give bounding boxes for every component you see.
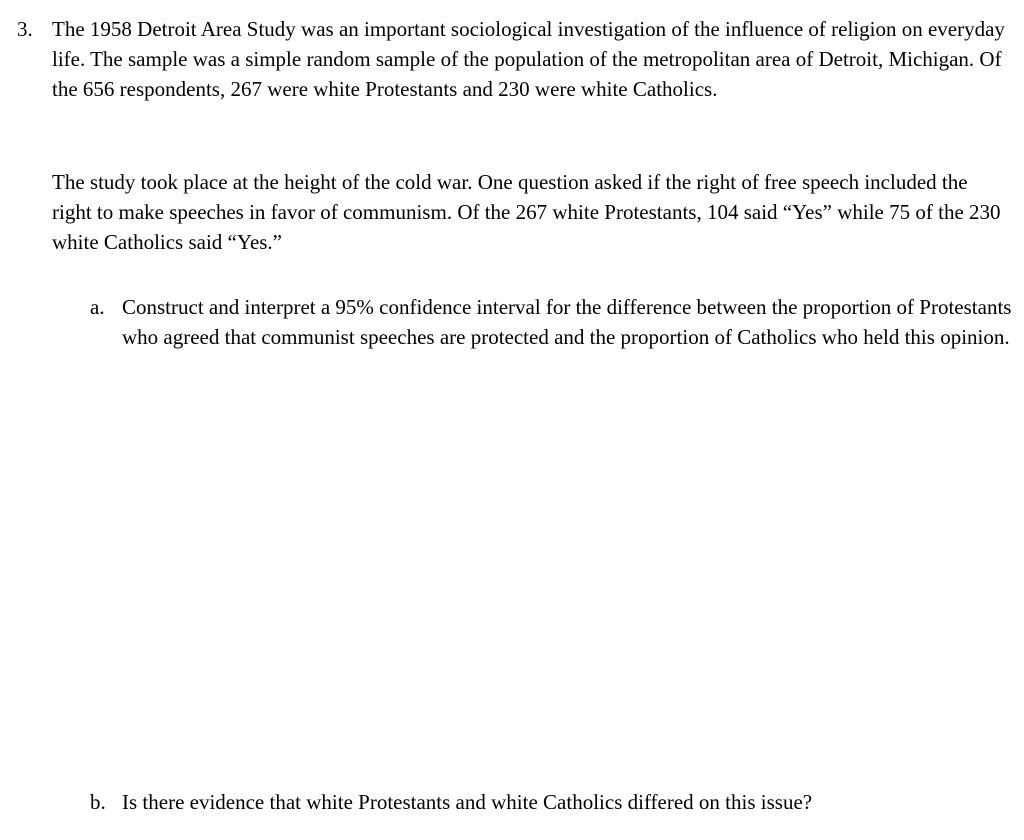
problem-number: 3. — [17, 17, 33, 41]
part-b-label: b. — [90, 790, 106, 814]
part-a-label: a. — [90, 295, 105, 319]
problem-intro-paragraph: The 1958 Detroit Area Study was an important sociological investigation of the influence of religion on everyday life. The sample was a simple random sample of the population of the metropolitan area of Detroit, Michigan. Of the 656 respondents, 267 were white Protestants and 230 were white Catholics. — [52, 17, 1005, 101]
part-a-question: Construct and interpret a 95% confidence interval for the difference between the proportion of Protestants who agreed that communist speeches are protected and the proportion of Catholics who held this opinion. — [122, 295, 1012, 349]
part-b-question: Is there evidence that white Protestants and white Catholics differed on this issue? — [122, 790, 813, 814]
problem-context-paragraph: The study took place at the height of the cold war. One question asked if the right of free speech included the right to make speeches in favor of communism. Of the 267 white Protestants, 104 said “Yes” while 75 of the 230 white Catholics said “Yes.” — [52, 170, 1001, 254]
